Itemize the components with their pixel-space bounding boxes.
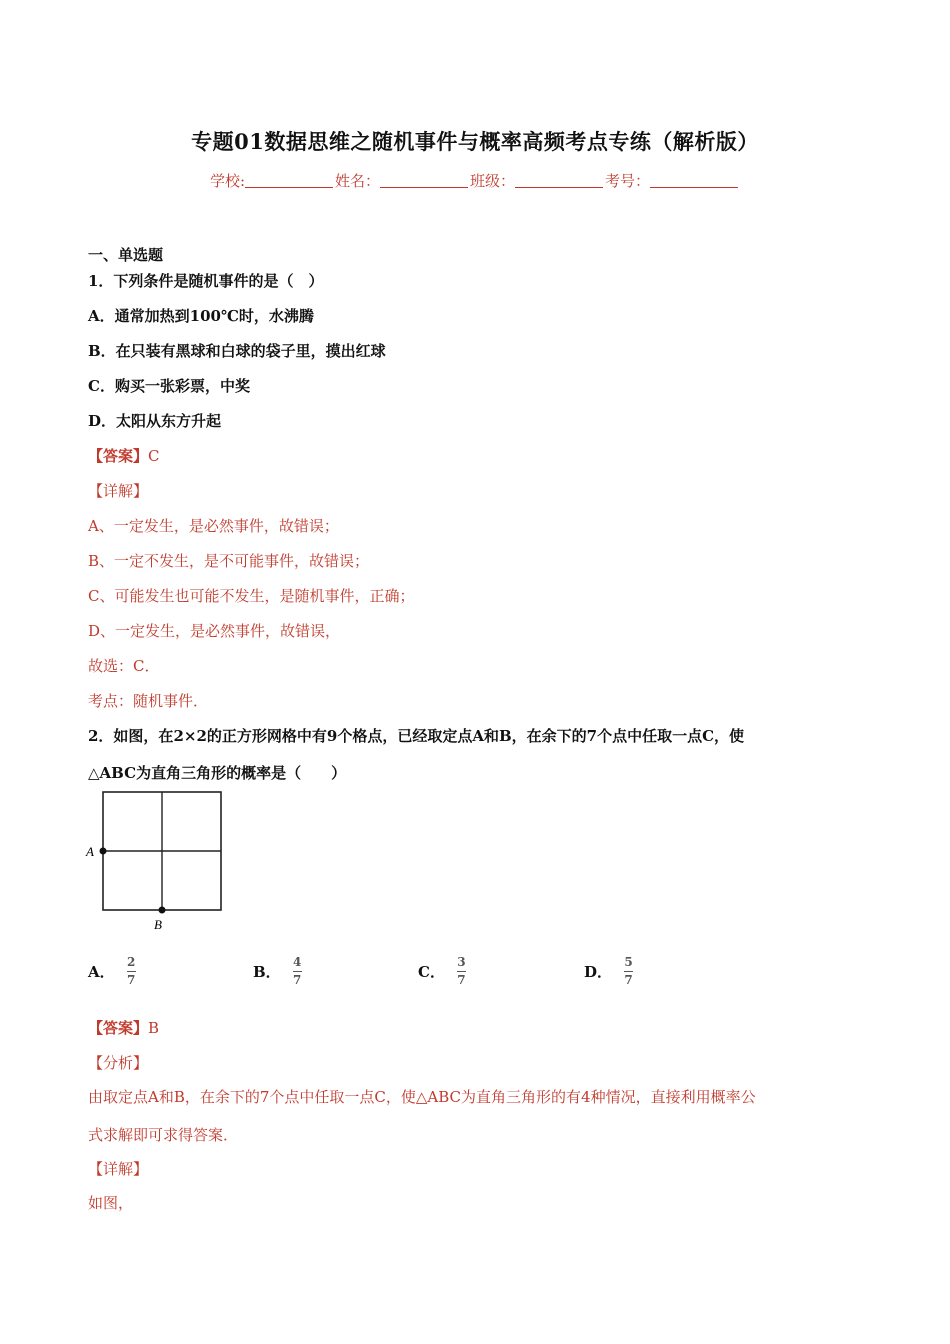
info-class-label: 班级：: [470, 172, 516, 190]
q2-option-a: [88, 956, 136, 987]
q2-analysis-label: 【分析】: [88, 1054, 149, 1072]
section-heading: 一、单选题: [88, 246, 164, 264]
school-blank: [245, 173, 333, 188]
q1-detail-line: A、一定发生，是必然事件，故错误；: [88, 517, 339, 535]
option-fraction: [457, 956, 466, 987]
q2-option-c: [418, 956, 466, 987]
fraction-numerator: 5: [624, 955, 633, 969]
name-blank: [380, 173, 468, 188]
fraction-denominator: 7: [624, 973, 633, 987]
q2-answer-value: B: [148, 1019, 160, 1037]
fraction-denominator: 7: [126, 973, 136, 987]
q1-choice: 故选：C．: [88, 657, 160, 675]
option-label: C．: [418, 963, 445, 981]
grid-svg: [84, 788, 234, 938]
option-fraction: [624, 956, 633, 987]
q1-option-b: B．在只装有黑球和白球的袋子里，摸出红球: [88, 342, 386, 360]
fraction-denominator: 7: [293, 973, 302, 987]
q1-detail-line: B、一定不发生，是不可能事件，故错误；: [88, 552, 370, 570]
point-b-dot: [159, 907, 166, 914]
point-a-label: A: [86, 844, 94, 859]
option-label: B．: [253, 963, 281, 981]
q1-detail-line: C、可能发生也可能不发生，是随机事件，正确；: [88, 587, 415, 605]
q1-detail-line: D、一定发生，是必然事件，故错误，: [88, 622, 341, 640]
page-title: 专题01数据思维之随机事件与概率高频考点专练（解析版）: [191, 129, 759, 154]
q1-answer-label: 【答案】: [88, 447, 149, 465]
q1-answer: [88, 445, 160, 466]
point-a-dot: [100, 848, 107, 855]
q2-option-d: [584, 956, 633, 987]
q2-stem-line1: 2．如图，在2×2的正方形网格中有9个格点，已经取定点A和B，在余下的7个点中任取一点C，使: [88, 727, 745, 745]
q2-detail-label: 【详解】: [88, 1160, 149, 1178]
q2-analysis-line2: 式求解即可求得答案．: [88, 1126, 239, 1144]
q1-option-c: C．购买一张彩票，中奖: [88, 377, 250, 395]
class-blank: [515, 173, 603, 188]
q1-detail-label: 【详解】: [88, 482, 149, 500]
option-fraction: [127, 956, 136, 987]
q2-detail-start: 如图，: [88, 1194, 134, 1212]
fraction-denominator: 7: [457, 973, 466, 987]
q1-topic: 考点：随机事件．: [88, 692, 209, 710]
q1-answer-value: C: [148, 447, 160, 465]
point-b-label: B: [154, 917, 162, 932]
q2-answer: [88, 1017, 159, 1038]
q1-option-d: D．太阳从东方升起: [88, 412, 222, 430]
info-school-label: 学校:: [209, 172, 245, 190]
q1-stem: 1．下列条件是随机事件的是（ ）: [88, 272, 324, 290]
info-exam-label: 考号：: [605, 172, 651, 190]
option-fraction: [293, 956, 302, 987]
option-label: A．: [88, 963, 115, 981]
grid-figure: [84, 788, 234, 938]
q2-answer-label: 【答案】: [88, 1019, 149, 1037]
fraction-numerator: 2: [126, 955, 136, 969]
info-name-label: 姓名：: [335, 172, 381, 190]
q2-option-b: [253, 956, 302, 987]
q2-analysis-line1: 由取定点A和B，在余下的7个点中任取一点C，使△ABC为直角三角形的有4种情况，直接利用概率公: [88, 1088, 756, 1106]
q1-option-a: A．通常加热到100℃时，水沸腾: [88, 307, 314, 325]
fraction-numerator: 3: [457, 955, 466, 969]
student-info-line: [0, 170, 950, 191]
q2-stem-line2: △ABC为直角三角形的概率是（ ）: [88, 764, 347, 782]
option-label: D．: [584, 963, 613, 981]
fraction-numerator: 4: [293, 955, 302, 969]
exam-blank: [650, 173, 738, 188]
